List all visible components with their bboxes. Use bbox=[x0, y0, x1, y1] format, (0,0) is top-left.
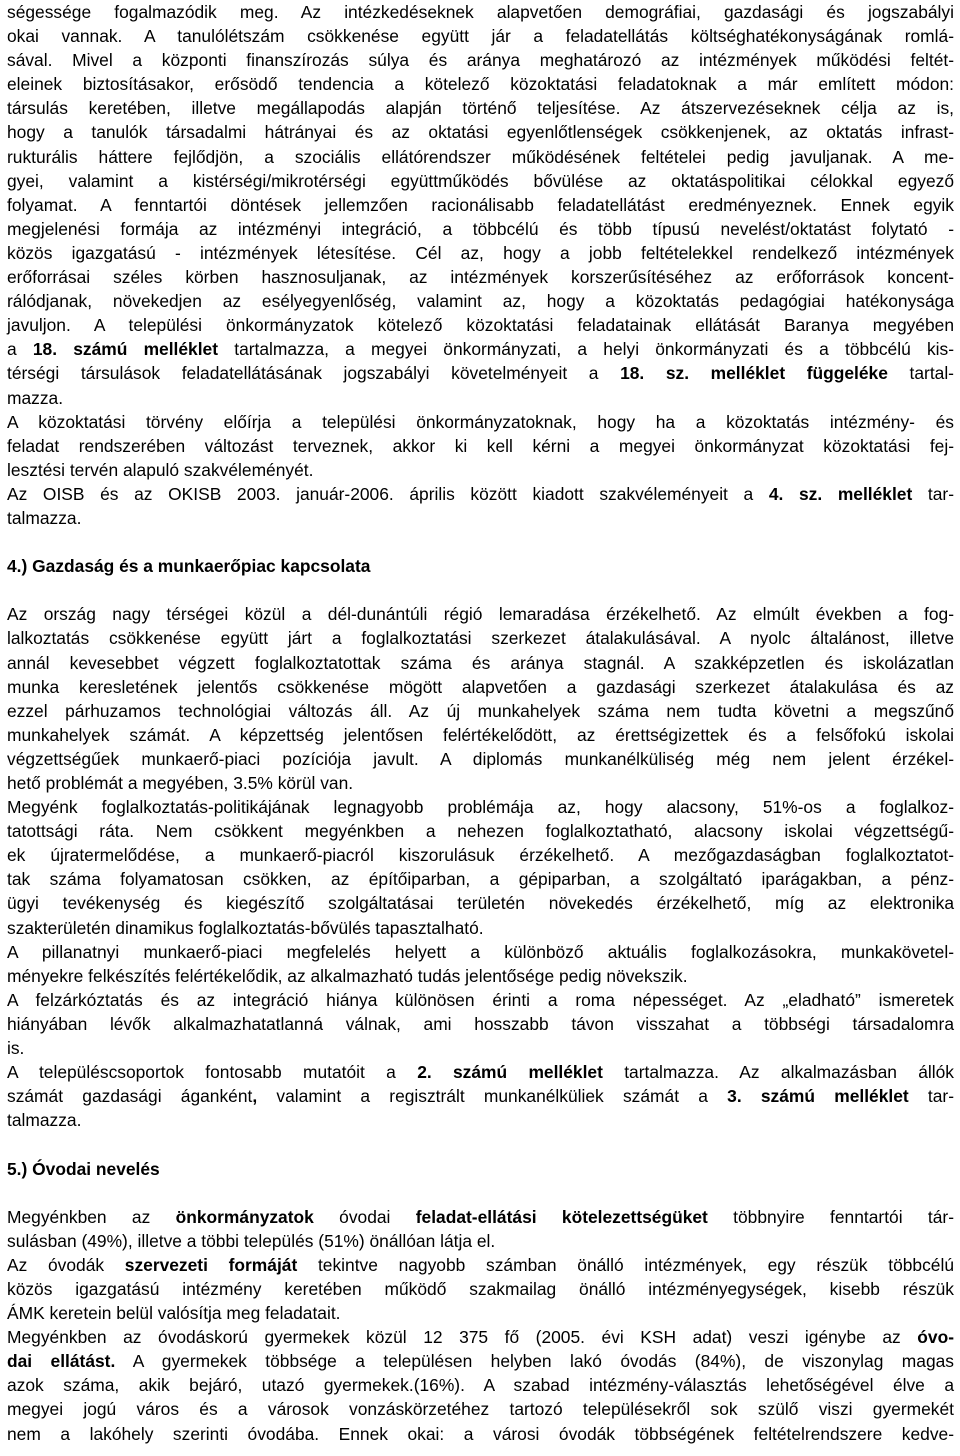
text-line: végzettségűek munkaerő-piaci pozíciója javult. A diplomás munkanélküliség még nem jelent érzékel- bbox=[7, 748, 954, 769]
text-line bbox=[7, 1060, 954, 1084]
text-line: rukturális háttere fejlődjön, a szociális ellátórendszer működésének feltételei pedig javuljanak. A me- bbox=[7, 146, 954, 167]
text-run: A gyermekek többsége a településen helyben lakó óvodás (84%), de viszonylag magas bbox=[115, 1351, 954, 1372]
text-line: annál kevesebbet végzett foglalkoztatottak száma és aránya stagnál. A szakképzetlen és iskolázatlan bbox=[7, 652, 954, 673]
text-run: tar- bbox=[912, 483, 954, 504]
text-line bbox=[7, 1253, 954, 1277]
text-run: tar- bbox=[908, 1086, 954, 1107]
text-line: talmazza. bbox=[7, 1110, 82, 1131]
text-line: közös igazgatású - intézmények létesítése. Cél az, hogy a jobb feltételekkel rendelkező intézmények bbox=[7, 242, 954, 263]
text-run: tartalmazza, a megyei önkormányzati, a helyi önkormányzati és a többcélú kis- bbox=[218, 339, 954, 360]
text-line: eleinek biztosításakor, erősödő tendencia a kötelező közoktatási feladatoknak a már említett módon: bbox=[7, 74, 954, 95]
text-line: lesztési tervén alapuló szakvéleményét. bbox=[7, 459, 314, 480]
text-line bbox=[7, 361, 954, 385]
section-heading-kindergarten: 5.) Óvodai nevelés bbox=[7, 1158, 160, 1179]
emphasis: feladat-ellátási kötelezettségüket bbox=[415, 1206, 708, 1227]
text-run: Az OISB és az OKISB 2003. január-2006. április között kiadott szakvéleményeit a bbox=[7, 483, 769, 504]
text-line: Az ország nagy térségei közül a dél-dunántúli régió lemaradása érzékelhető. Az elmúlt években a fog- bbox=[7, 604, 954, 625]
text-line: ÁMK keretein belül valósítja meg feladatait. bbox=[7, 1303, 341, 1324]
text-line: ményekre felkészítés felértékelődik, az alkalmazható tudás jelentősége pedig növekszik. bbox=[7, 965, 688, 986]
text-run: tartalmazza. Az alkalmazásban állók bbox=[602, 1062, 955, 1083]
appendix-reference: 18. számú melléklet bbox=[32, 339, 219, 360]
text-run: számát gazdasági áganként bbox=[7, 1086, 253, 1107]
text-line: rálódjanak, növekedjen az esélyegyenlőség, valamint az, hogy a közoktatás pedagógiai hatékonysága bbox=[7, 291, 954, 312]
text-line: javuljon. A települési önkormányzatok kötelező közoktatási feladatainak ellátását Baranya megyében bbox=[7, 315, 954, 336]
text-run: valamint a regisztrált munkanélküliek számát a bbox=[257, 1086, 728, 1107]
text-line: ségessége fogalmazódik meg. Az intézkedéseknek alapvetően demográfiai, gazdasági és jogszabályi bbox=[7, 2, 954, 22]
text-line: lalkoztatás csökkenése együtt járt a foglalkoztatási szerkezet átalakulásával. A nyolc általánost, illetve bbox=[7, 628, 954, 649]
text-line: hogy a tanulók társadalmi hátrányai és az oktatási egyenlőtlenségek csökkenjenek, az oktatás infrast- bbox=[7, 122, 954, 143]
text-line: szakterületén dinamikus foglalkoztatás-bővülés tapasztalható. bbox=[7, 917, 484, 938]
text-run: A településcsoportok fontosabb mutatóit a bbox=[7, 1062, 418, 1083]
text-run: Az óvodák bbox=[7, 1254, 125, 1275]
blank-line bbox=[7, 578, 954, 602]
text-line: is. bbox=[7, 1038, 25, 1059]
text-line: gyei, valamint a kistérségi/mikrotérségi együttműködés bővülése az oktatáspolitikai célokkal egyező bbox=[7, 170, 954, 191]
text-line: folyamat. A fenntartói döntések jellemzően racionálisabb feladatellátást eredményeznek. Ennek egyik bbox=[7, 194, 954, 215]
text-line: megjelenési formája az intézményi integráció, a többcélú és több típusú nevelést/oktatást folytató - bbox=[7, 218, 954, 239]
blank-line bbox=[7, 1132, 954, 1156]
text-line: társulás keretében, illetve megállapodás alapján történő teljesítése. Az átszervezéseknek célja az is, bbox=[7, 98, 954, 119]
text-line: ezzel párhuzamos technológiai változás áll. Az új munkahelyek száma nem tudta követni a megszűnő bbox=[7, 700, 954, 721]
text-line: közös igazgatású intézmény keretében működő szakmailag önálló intézményegységek, kisebb részük bbox=[7, 1278, 954, 1299]
text-line: hiányában lévők alkalmazhatatlanná válnak, ami hosszabb távon visszahat a többségi társadalomra bbox=[7, 1013, 954, 1034]
text-line bbox=[7, 1349, 954, 1373]
text-line bbox=[7, 1084, 954, 1108]
text-line: talmazza. bbox=[7, 507, 82, 528]
text-run: , bbox=[252, 1086, 258, 1107]
text-line: erőforrásai széles körben hasznosuljanak, az intézmények korszerűsítéséhez az erőforrások koncent- bbox=[7, 267, 954, 288]
appendix-reference: 3. számú melléklet bbox=[727, 1086, 909, 1107]
text-line: Megyénk foglalkoztatás-politikájának legnagyobb problémája az, hogy alacsony, 51%-os a foglalkoz- bbox=[7, 797, 954, 818]
text-line: okai vannak. A tanulólétszám csökkenése együtt jár a feladatellátás költséghatékonyságának romlá- bbox=[7, 26, 954, 47]
text-line bbox=[7, 1325, 954, 1349]
blank-line bbox=[7, 530, 954, 554]
text-line: nem a lakóhely szerinti óvodába. Ennek okai: a városi óvodák többségének feltételrendszere kedve- bbox=[7, 1423, 954, 1444]
document-page bbox=[7, 0, 954, 1446]
text-run: többnyire fenntartói tár- bbox=[707, 1206, 954, 1227]
text-line: ek újratermelődése, a munkaerő-piacról kiszorulásuk érzékelhető. A mezőgazdaságban foglalkoztatot- bbox=[7, 845, 954, 866]
emphasis: dai ellátást. bbox=[7, 1351, 116, 1372]
text-line: tak száma folyamatosan csökken, az építőiparban, a gépiparban, a szolgáltató iparágakban, a pénz- bbox=[7, 869, 954, 890]
section-heading-economy: 4.) Gazdaság és a munkaerőpiac kapcsolata bbox=[7, 556, 371, 577]
emphasis: óvo- bbox=[917, 1327, 954, 1348]
appendix-reference: 2. számú melléklet bbox=[417, 1062, 603, 1083]
blank-line bbox=[7, 1181, 954, 1205]
paragraph-reorganization bbox=[7, 0, 954, 530]
paragraph-kindergarten bbox=[7, 1205, 954, 1446]
text-line: sával. Mivel a központi finanszírozás súlya és aránya meghatározó az intézmények működési feltét- bbox=[7, 50, 954, 71]
text-line: megyei jogú város és a városok vonzáskörzetéhez tartozó településekről sok szülő viszi gyermekét bbox=[7, 1399, 954, 1420]
text-run: tekintve nagyobb számban önálló intézmények, egy részük többcélú bbox=[297, 1254, 954, 1275]
text-line: tatottsági ráta. Nem csökkent megyénkben a nehezen foglalkoztatható, alacsony iskolai végzettségű- bbox=[7, 821, 954, 842]
text-run: óvodai bbox=[313, 1206, 416, 1227]
text-run: a bbox=[7, 339, 33, 360]
emphasis: önkormányzatok bbox=[175, 1206, 314, 1227]
text-line: munkahelyek számát. A képzettség jelentősen felértékelődött, az érettségizettek és a felsőfokú iskolai bbox=[7, 724, 954, 745]
text-run: Megyénkben az óvodáskorú gyermekek közül 12 375 fő (2005. évi KSH adat) veszi igénybe az bbox=[7, 1327, 918, 1348]
text-line: hető problémát a megyében, 3.5% körül van. bbox=[7, 773, 354, 793]
text-line: ügyi tevékenység és kiegészítő szolgáltatásai területén növekedés érzékelhető, míg az elektronika bbox=[7, 893, 954, 914]
text-run: térségi társulások feladatellátásának jogszabályi követelményeit a bbox=[7, 363, 621, 384]
text-line: azok száma, akik bejáró, utazó gyermekek.(16%). A szabad intézmény-választás lehetőségével élve a bbox=[7, 1375, 954, 1396]
appendix-reference: 18. sz. melléklet függeléke bbox=[620, 363, 888, 384]
appendix-reference: 4. sz. melléklet bbox=[768, 483, 913, 504]
text-line bbox=[7, 1205, 954, 1229]
text-run: Megyénkben az bbox=[7, 1206, 176, 1227]
text-line: A pillanatnyi munkaerő-piaci megfelelés helyett a különböző aktuális foglalkozásokra, munkakövetel- bbox=[7, 941, 954, 962]
emphasis: szervezeti formáját bbox=[124, 1254, 298, 1275]
text-line: feladat rendszerében változást terveznek, akkor ki kell kérni a megyei önkormányzat közoktatási fej- bbox=[7, 435, 954, 456]
paragraph-economy bbox=[7, 602, 954, 1132]
text-line: sulásban (49%), illetve a többi település (51%) önállóan látja el. bbox=[7, 1230, 496, 1251]
text-line bbox=[7, 337, 954, 361]
text-line: munka keresletének jelentős csökkenése mögött alapvetően a gazdasági szerkezet átalakulása és az bbox=[7, 676, 954, 697]
text-run: tartal- bbox=[887, 363, 954, 384]
text-line: A felzárkóztatás és az integráció hiánya különösen érinti a roma népességet. Az „eladható” ismeretek bbox=[7, 989, 954, 1010]
text-line: mazza. bbox=[7, 387, 64, 408]
text-line: A közoktatási törvény előírja a települési önkormányzatoknak, hogy ha a közoktatás intézmény- és bbox=[7, 411, 954, 432]
text-line bbox=[7, 482, 954, 506]
